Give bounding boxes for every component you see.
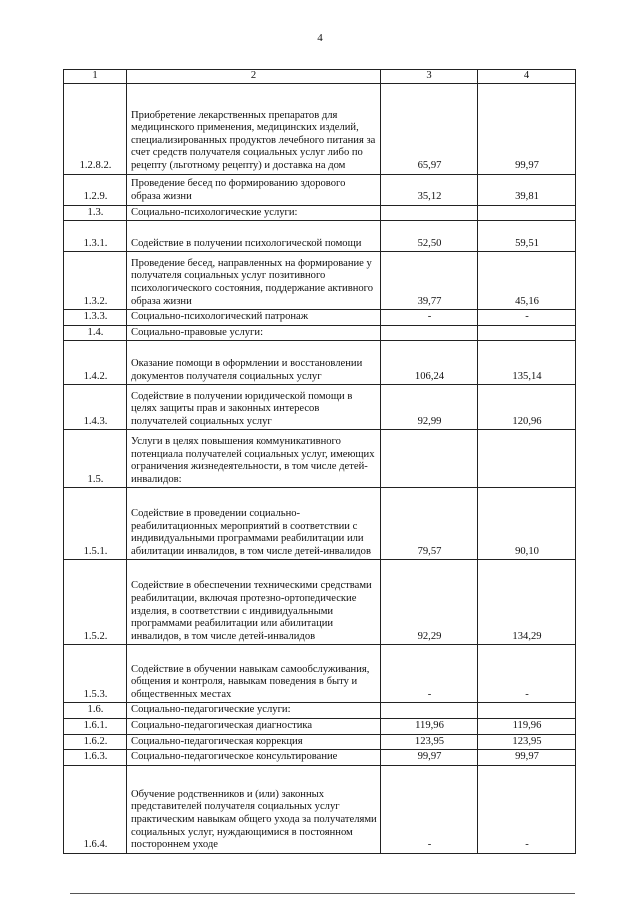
table-row [64, 718, 576, 734]
row-value-col3: 106,24 [381, 341, 478, 385]
row-value-col4: 99,97 [478, 83, 576, 174]
row-number: 1.6.2. [64, 734, 127, 750]
row-number: 1.3.2. [64, 252, 127, 310]
row-value-col3: 92,29 [381, 560, 478, 645]
row-value-col3 [381, 205, 478, 221]
row-service-text: Проведение бесед, направленных на формирование у получателя социальных услуг позитивного психологического состояния, поддержание активного образа жизни [127, 252, 381, 310]
row-number: 1.3.3. [64, 310, 127, 326]
row-value-col4 [478, 430, 576, 488]
row-value-col4: - [478, 310, 576, 326]
row-number: 1.2.9. [64, 174, 127, 205]
row-service-text: Социально-психологические услуги: [127, 205, 381, 221]
row-number: 1.4.3. [64, 385, 127, 430]
row-service-text: Содействие в обучении навыкам самообслуживания, общения и контроля, навыкам поведения в быту и общественных местах [127, 645, 381, 703]
row-value-col4: - [478, 645, 576, 703]
row-value-col3: 92,99 [381, 385, 478, 430]
row-value-col3: 39,77 [381, 252, 478, 310]
row-value-col4 [478, 703, 576, 719]
row-value-col3: - [381, 310, 478, 326]
table-row [64, 341, 576, 385]
row-value-col4: 135,14 [478, 341, 576, 385]
services-table [63, 69, 576, 854]
row-value-col4 [478, 205, 576, 221]
row-value-col4: 119,96 [478, 718, 576, 734]
row-number: 1.3. [64, 205, 127, 221]
row-value-col4: - [478, 765, 576, 853]
column-header: 4 [478, 70, 576, 84]
row-number: 1.4. [64, 325, 127, 341]
row-value-col3: 119,96 [381, 718, 478, 734]
page-number: 4 [317, 32, 323, 44]
row-number: 1.6. [64, 703, 127, 719]
table-header-row [64, 70, 576, 84]
row-service-text: Социально-правовые услуги: [127, 325, 381, 341]
row-value-col3: 79,57 [381, 488, 478, 560]
row-value-col4: 90,10 [478, 488, 576, 560]
row-value-col3 [381, 703, 478, 719]
row-value-col3: - [381, 765, 478, 853]
row-service-text: Социально-педагогическая коррекция [127, 734, 381, 750]
row-number: 1.5.2. [64, 560, 127, 645]
table-row [64, 560, 576, 645]
row-number: 1.6.1. [64, 718, 127, 734]
row-value-col3: 123,95 [381, 734, 478, 750]
row-value-col4 [478, 325, 576, 341]
row-service-text: Содействие в получении юридической помощи в целях защиты прав и законных интересов получателей социальных услуг [127, 385, 381, 430]
row-value-col4: 39,81 [478, 174, 576, 205]
row-value-col3: - [381, 645, 478, 703]
row-service-text: Оказание помощи в оформлении и восстановлении документов получателя социальных услуг [127, 341, 381, 385]
row-value-col4: 120,96 [478, 385, 576, 430]
table-row [64, 325, 576, 341]
row-number: 1.6.4. [64, 765, 127, 853]
table-row [64, 734, 576, 750]
table-row [64, 430, 576, 488]
row-service-text: Социально-педагогическая диагностика [127, 718, 381, 734]
row-value-col4: 59,51 [478, 221, 576, 252]
table-row [64, 765, 576, 853]
row-service-text: Приобретение лекарственных препаратов для медицинского применения, медицинских изделий, специализированных продуктов лечебного питания за счет средств получателя социальных услуг либо по рецепту (льготному рецепту) и доставка на дом [127, 83, 381, 174]
row-number: 1.2.8.2. [64, 83, 127, 174]
row-number: 1.5. [64, 430, 127, 488]
row-value-col4: 123,95 [478, 734, 576, 750]
row-service-text: Социально-педагогическое консультирование [127, 750, 381, 766]
row-value-col3: 52,50 [381, 221, 478, 252]
row-value-col4: 134,29 [478, 560, 576, 645]
row-service-text: Проведение бесед по формированию здорового образа жизни [127, 174, 381, 205]
row-number: 1.5.3. [64, 645, 127, 703]
row-value-col4: 99,97 [478, 750, 576, 766]
row-service-text: Содействие в проведении социально-реабилитационных мероприятий в соответствии с индивидуальными программами реабилитации или абилитации инвалидов, в том числе детей-инвалидов [127, 488, 381, 560]
table-row [64, 310, 576, 326]
row-value-col3 [381, 325, 478, 341]
row-service-text: Услуги в целях повышения коммуникативного потенциала получателей социальных услуг, имеющих ограничения жизнедеятельности, в том числе детей-инвалидов: [127, 430, 381, 488]
row-service-text: Социально-психологический патронаж [127, 310, 381, 326]
table-row [64, 221, 576, 252]
table-row [64, 174, 576, 205]
row-value-col3: 35,12 [381, 174, 478, 205]
column-header: 1 [64, 70, 127, 84]
table-row [64, 385, 576, 430]
row-service-text: Обучение родственников и (или) законных представителей получателя социальных услуг практическим навыкам общего ухода за получателями социальных услуг, нуждающимися в постоянном постороннем уходе [127, 765, 381, 853]
table-row [64, 488, 576, 560]
column-header: 2 [127, 70, 381, 84]
table-row [64, 645, 576, 703]
row-value-col3: 65,97 [381, 83, 478, 174]
row-service-text: Социально-педагогические услуги: [127, 703, 381, 719]
table-row [64, 252, 576, 310]
table-row [64, 703, 576, 719]
table-row [64, 750, 576, 766]
column-header: 3 [381, 70, 478, 84]
row-service-text: Содействие в получении психологической помощи [127, 221, 381, 252]
row-service-text: Содействие в обеспечении техническими средствами реабилитации, включая протезно-ортопедические изделия, в соответствии с индивидуальными программами реабилитации или абилитации инвалидов, в том числе детей-инвалидов [127, 560, 381, 645]
table-row [64, 83, 576, 174]
row-number: 1.4.2. [64, 341, 127, 385]
table-row [64, 205, 576, 221]
row-value-col3 [381, 430, 478, 488]
row-value-col3: 99,97 [381, 750, 478, 766]
footer-rule [70, 893, 575, 894]
row-number: 1.3.1. [64, 221, 127, 252]
row-number: 1.6.3. [64, 750, 127, 766]
row-number: 1.5.1. [64, 488, 127, 560]
row-value-col4: 45,16 [478, 252, 576, 310]
